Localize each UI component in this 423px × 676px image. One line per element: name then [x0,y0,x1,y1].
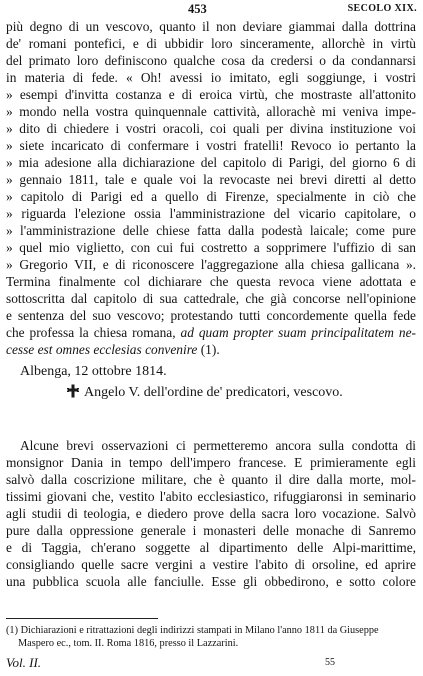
sheet-number: 55 [325,657,335,668]
place-date: Albenga, 12 ottobre 1814. [20,364,167,379]
text-span: che professa la chiesa romana, [6,325,181,340]
text-line-with-note [6,341,416,358]
text-line: più degno di un vescovo, quanto il non deviare giammai dalla dottrina [6,19,416,34]
text-line: pure dalla oppressione generale i monasteri delle monache di Sanremo [6,523,416,538]
text-line: » riguarda l'elezione ossia l'amministrazione del vicario capitolare, o [6,206,416,221]
volume-signature: Vol. II. [6,655,42,670]
text-line: » gennaio 1811, tale e quale voi la revocaste nei brevi diretti al detto [6,172,416,187]
text-line-with-latin [6,324,416,341]
text-line: Alcune brevi osservazioni ci permetteremo ancora sulla condotta di [20,438,416,453]
running-header [0,2,423,16]
text-line: in materia di fede. « Oh! avessi io imitato, egli soggiunge, i vostri [6,70,416,85]
text-line: consigliando quelle sacre vergini a vestire l'abito di orsoline, ed aprire [6,557,416,572]
footnote-reference: (1). [197,342,220,357]
text-line: una pubblica scuola alle fanciulle. Esse gli obbedirono, e sotto colore [6,574,416,589]
text-line: salvò dalla coscrizione militare, che è quanto il dire dalla morte, mol- [6,472,416,487]
text-line: » quel mio viglietto, con cui fui costretto a sopprimere l'uffizio di san [6,240,416,255]
text-line: tissimi giovani che, vestito l'abito ecclesiastico, rifuggiaronsi in seminario [6,489,416,504]
section-title: SECOLO XIX. [347,3,417,14]
footnote-rule [6,618,158,619]
text-line: de' romani pontefici, e di ubbidir loro sinceramente, allorchè in virtù [6,36,416,51]
text-line: » capitolo di Parigi ed a quello di Firenze, specialmente in ciò che [6,189,416,204]
text-line: Termina finalmente col dichiarare che questa revoca viene adottata e [6,274,416,289]
text-line: » mia adesione alla dichiarazione del capitolo di Parigi, del giorno 6 di [6,155,416,170]
footnote-line: Maspero ec., tom. II. Roma 1816, presso il Lazzarini. [18,638,239,649]
latin-quote: ad quam propter suam principalitatem ne- [180,325,416,340]
text-line: agli studii di teologia, e diedero prove della sacra loro vocazione. Salvò [6,506,416,521]
text-line: » mondo nella vostra quinquennale cattività, allorachè mi veniva impe- [6,104,416,119]
text-line: del primato loro definiscono qualche cosa da credersi o da condannarsi [6,53,416,68]
page-number: 453 [188,2,207,16]
latin-quote: cesse est omnes ecclesias convenire [6,342,198,357]
text-line: e di Taggia, ch'erano soggette al dipartimento delle Alpi-marittime, [6,540,416,555]
episcopal-cross-icon [66,384,80,398]
signature [66,384,343,401]
footnote-line: (1) Dichiarazioni e ritrattazioni degli indirizzi stampati in Milano l'anno 1811 da Giuseppe [6,625,379,636]
text-line: » dito di chiedere i vostri oracoli, coi quali per divina instituzione voi [6,121,416,136]
signature-text: Angelo V. dell'ordine de' predicatori, vescovo. [84,385,343,400]
text-line: » esempi d'invitta costanza e di eroica virtù, che mostraste all'attonito [6,87,416,102]
text-line: » l'amministrazione delle chiese fatta dalla podestà laicale; come pure [6,223,416,238]
text-line: » Gregorio VII, e di riconoscere l'aggregazione alla chiesa gallicana ». [6,257,416,272]
text-line: e sentenza del suo vescovo; protestando tutti concordemente quella fede [6,308,416,323]
text-line: » siete incaricato di confermare i vostri fratelli! Revoco io pertanto la [6,138,416,153]
text-line: sottoscritta dal capitolo di sua cattedrale, che già concorse nell'opinione [6,291,416,306]
text-line: monsignor Dania in tempo dell'impero francese. E primieramente egli [6,455,416,470]
